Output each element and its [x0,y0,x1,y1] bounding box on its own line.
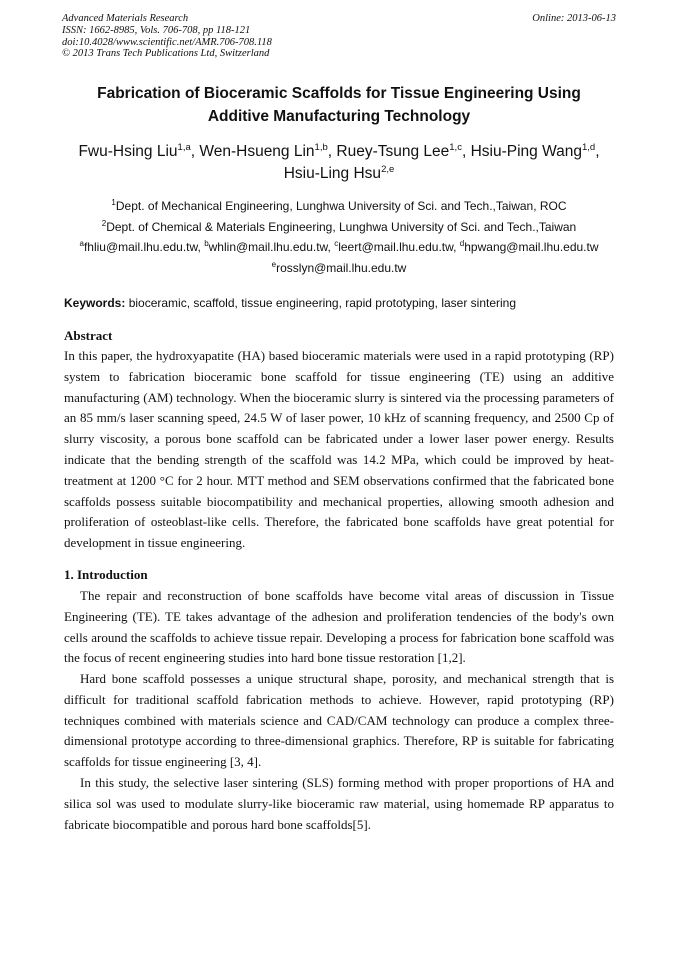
affiliation-sup: 1 [111,198,116,207]
email-line [40,240,638,255]
doi-line: doi:10.4028/www.scientific.net/AMR.706-708.118 [62,36,272,48]
email-sup: b [204,239,209,248]
author-sup: 1,b [314,142,328,153]
author-sup: 2,e [381,164,395,175]
email-link[interactable]: fhliu@mail.lhu.edu.tw, [83,240,205,254]
author-list [40,141,638,185]
issn-line: ISSN: 1662-8985, Vols. 706-708, pp 118-121 [62,24,251,36]
introduction-paragraph-2: Hard bone scaffold possesses a unique structural shape, porosity, and mechanical strength that is difficult for traditional scaffold fabrication methods to achieve. However, rapid prototyping (RP) techniques combined with materials science and CAD/CAM technology can produce a complex three-dimensional prototype according to three-dimensional graphics. Therefore, RP is suitable for fabricating scaffolds for tissue engineering [3, 4]. [64,671,614,770]
affiliation-text: Dept. of Chemical & Materials Engineering, Lunghwa University of Sci. and Tech.,Taiwan [106,220,577,234]
affiliation-1 [40,199,638,214]
email-link[interactable]: rosslyn@mail.lhu.edu.tw [276,261,407,275]
author-name: Wen-Hsueng Lin [199,143,315,160]
email-sup: c [334,239,339,248]
email-sup: d [459,239,465,248]
journal-name: Advanced Materials Research [62,13,189,24]
title-line-1: Fabrication of Bioceramic Scaffolds for Tissue Engineering Using [97,85,581,102]
author-sup: 1,d [582,142,596,153]
author-name: Hsiu-Ping Wang [470,143,582,160]
author [471,143,600,160]
abstract-text: In this paper, the hydroxyapatite (HA) based bioceramic materials were used in a rapid prototyping (RP) system to fabrication bioceramic bone scaffold for tissue engineering (TE) using an additive manufacturing (AM) technology. When the bioceramic slurry is sintered via the processing parameters of an 85 mm/s laser scanning speed, 24.5 W of laser power, 10 kHz of scanning frequency, and 2500 Cp of slurry viscosity, a porous bone scaffold can be fabricated under a lower laser power energy. Results indicate that the bending strength of the scaffold was 14.2 MPa, which could be improved by heat-treatment at 1200 °C for 2 hour. MTT method and SEM observations confirmed that the fabricated bone scaffolds possess suitable biocompatibility and mechanical properties, allowing smooth adhesion and proliferation of osteoblast-like cells. Therefore, the fabricated bone scaffolds have great potential for development in tissue engineering. [64,348,614,551]
journal-header [62,13,616,60]
affiliation-text: Dept. of Mechanical Engineering, Lunghwa University of Sci. and Tech.,Taiwan, ROC [115,199,567,213]
email-sup: a [79,239,84,248]
email-line-2 [40,261,638,276]
author [336,143,470,160]
author-name: Hsiu-Ling Hsu [283,165,382,182]
email-link[interactable]: hpwang@mail.lhu.edu.tw [464,240,599,254]
author-name: Ruey-Tsung Lee [336,143,450,160]
author-sep: , [461,143,471,160]
author-sep: , [327,143,337,160]
keywords [64,296,624,311]
keywords-text: bioceramic, scaffold, tissue engineering, rapid prototyping, laser sintering [125,296,517,310]
keywords-label: Keywords: [64,296,126,310]
paper-title [40,82,638,128]
author [199,143,336,160]
author-sep: , [190,143,200,160]
author-sup: 1,a [177,142,191,153]
author [284,165,395,182]
author-sep: , [595,143,600,160]
abstract-heading: Abstract [64,328,113,343]
affiliation-2 [40,220,638,235]
online-date: Online: 2013-06-13 [532,13,616,24]
author [78,143,199,160]
copyright-line: © 2013 Trans Tech Publications Ltd, Switzerland [62,48,270,60]
introduction-heading: 1. Introduction [64,567,148,582]
affiliation-sup: 2 [101,219,107,228]
email-link[interactable]: whlin@mail.lhu.edu.tw, [208,240,335,254]
author-sup: 1,c [449,142,462,153]
email-link[interactable]: leert@mail.lhu.edu.tw, [338,240,460,254]
author-name: Fwu-Hsing Liu [78,143,178,160]
email-sup: e [271,260,277,269]
title-line-2: Additive Manufacturing Technology [207,108,471,125]
introduction-paragraph-3: In this study, the selective laser sintering (SLS) forming method with proper proportions of HA and silica sol was used to modulate slurry-like bioceramic raw material, using homemade RP apparatus to fabricate biocompatible and porous hard bone scaffolds[5]. [64,775,614,832]
introduction-paragraph-1: The repair and reconstruction of bone scaffolds have become vital areas of discussion in Tissue Engineering (TE). TE takes advantage of the adhesion and proliferation tendencies of the body's own cells around the scaffolds to achieve tissue repair. Developing a process for fabrication bone scaffold was the focus of recent engineering studies into hard bone tissue restoration [1,2]. [64,588,614,666]
